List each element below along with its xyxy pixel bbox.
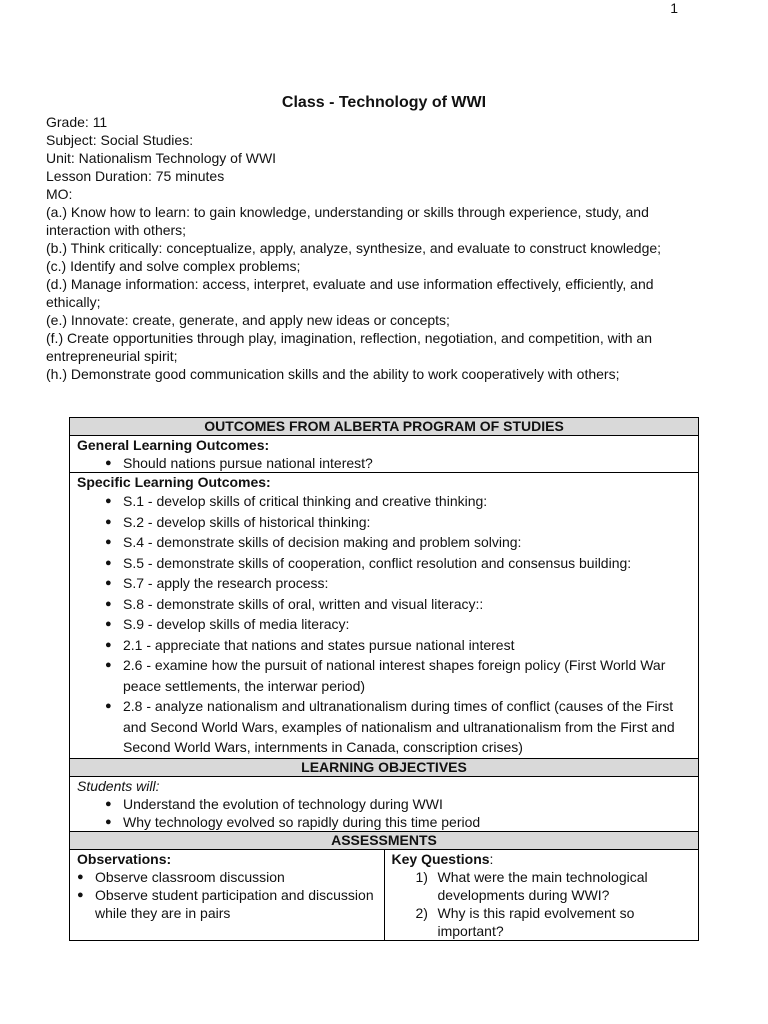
objectives-header: LEARNING OBJECTIVES — [70, 758, 699, 776]
list-item: ● S.4 - demonstrate skills of decision making and problem solving: — [105, 532, 691, 553]
list-item: ● Observe classroom discussion — [77, 868, 377, 886]
general-outcomes-cell — [70, 436, 699, 473]
list-item: ● S.5 - demonstrate skills of cooperation, conflict resolution and consensus building: — [105, 553, 691, 574]
mo-item-a: (a.) Know how to learn: to gain knowledge, understanding or skills through experience, study, and interaction with others; — [46, 204, 649, 238]
unit-line: Unit: Nationalism Technology of WWI — [46, 150, 277, 166]
lesson-header — [46, 113, 686, 383]
question-number: 2) — [415, 904, 428, 921]
students-will-label: Students will: — [77, 777, 160, 794]
list-item: ● Why technology evolved so rapidly during this time period — [105, 813, 691, 831]
list-item: ● S.1 - develop skills of critical thinking and creative thinking: — [105, 491, 691, 512]
duration-line: Lesson Duration: 75 minutes — [46, 168, 225, 184]
list-item: ● 2.8 - analyze nationalism and ultranationalism during times of conflict (causes of the First and Second World Wars, examples of nationalism and ultranationalism from the First and Second World Wars, internments in Canada, conscription crises) — [105, 696, 691, 758]
key-questions-label: Key Questions — [391, 850, 490, 867]
key-questions-list — [392, 868, 692, 940]
mo-label: MO: — [46, 186, 73, 202]
outcomes-table — [69, 417, 699, 941]
objectives-cell — [70, 776, 699, 831]
mo-item-c: (c.) Identify and solve complex problems; — [46, 258, 301, 274]
list-item: ● Should nations pursue national interest? — [105, 454, 691, 472]
mo-item-b: (b.) Think critically: conceptualize, apply, analyze, synthesize, and evaluate to construct knowledge; — [46, 240, 662, 256]
question-text: What were the main technological developments during WWI? — [437, 868, 648, 903]
specific-outcomes-cell — [70, 473, 699, 759]
general-outcomes-label: General Learning Outcomes: — [77, 437, 270, 453]
question-text: Why is this rapid evolvement so important? — [437, 904, 635, 939]
list-item: ● Observe student participation and discussion while they are in pairs — [77, 886, 377, 922]
key-questions-cell — [384, 849, 699, 940]
list-item — [416, 868, 692, 904]
objectives-list — [77, 795, 691, 831]
document-title: Class - Technology of WWI — [281, 94, 487, 111]
list-item: ● 2.6 - examine how the pursuit of national interest shapes foreign policy (First World War peace settlements, the interwar period) — [105, 655, 691, 696]
list-item: ● S.8 - demonstrate skills of oral, written and visual literacy:: — [105, 594, 691, 615]
grade-line: Grade: 11 — [46, 114, 108, 130]
list-item: ● Understand the evolution of technology during WWI — [105, 795, 691, 813]
list-item: ● 2.1 - appreciate that nations and states pursue national interest — [105, 635, 691, 656]
observations-list — [77, 868, 377, 922]
observations-label: Observations: — [77, 850, 172, 867]
specific-outcomes-label: Specific Learning Outcomes: — [77, 474, 271, 490]
assessments-header: ASSESSMENTS — [70, 831, 699, 849]
page-number: 1 — [670, 0, 678, 16]
outcomes-header: OUTCOMES FROM ALBERTA PROGRAM OF STUDIES — [70, 418, 699, 436]
specific-outcomes-list — [77, 491, 691, 758]
mo-item-h: (h.) Demonstrate good communication skills and the ability to work cooperatively with others; — [46, 366, 620, 382]
key-questions-heading — [392, 850, 692, 868]
subject-line: Subject: Social Studies: — [46, 132, 194, 148]
observations-cell — [70, 849, 385, 940]
mo-item-d: (d.) Manage information: access, interpret, evaluate and use information effectively, efficiently, and ethically; — [46, 276, 654, 310]
list-item: ● S.7 - apply the research process: — [105, 573, 691, 594]
list-item: ● S.2 - develop skills of historical thinking: — [105, 512, 691, 533]
general-outcomes-list — [77, 454, 691, 472]
list-item — [416, 904, 692, 940]
mo-item-e: (e.) Innovate: create, generate, and apply new ideas or concepts; — [46, 312, 450, 328]
key-questions-colon: : — [489, 850, 494, 867]
question-number: 1) — [415, 868, 428, 885]
list-item: ● S.9 - develop skills of media literacy: — [105, 614, 691, 635]
mo-item-f: (f.) Create opportunities through play, imagination, reflection, negotiation, and competition, with an entrepreneurial spirit; — [46, 330, 652, 364]
